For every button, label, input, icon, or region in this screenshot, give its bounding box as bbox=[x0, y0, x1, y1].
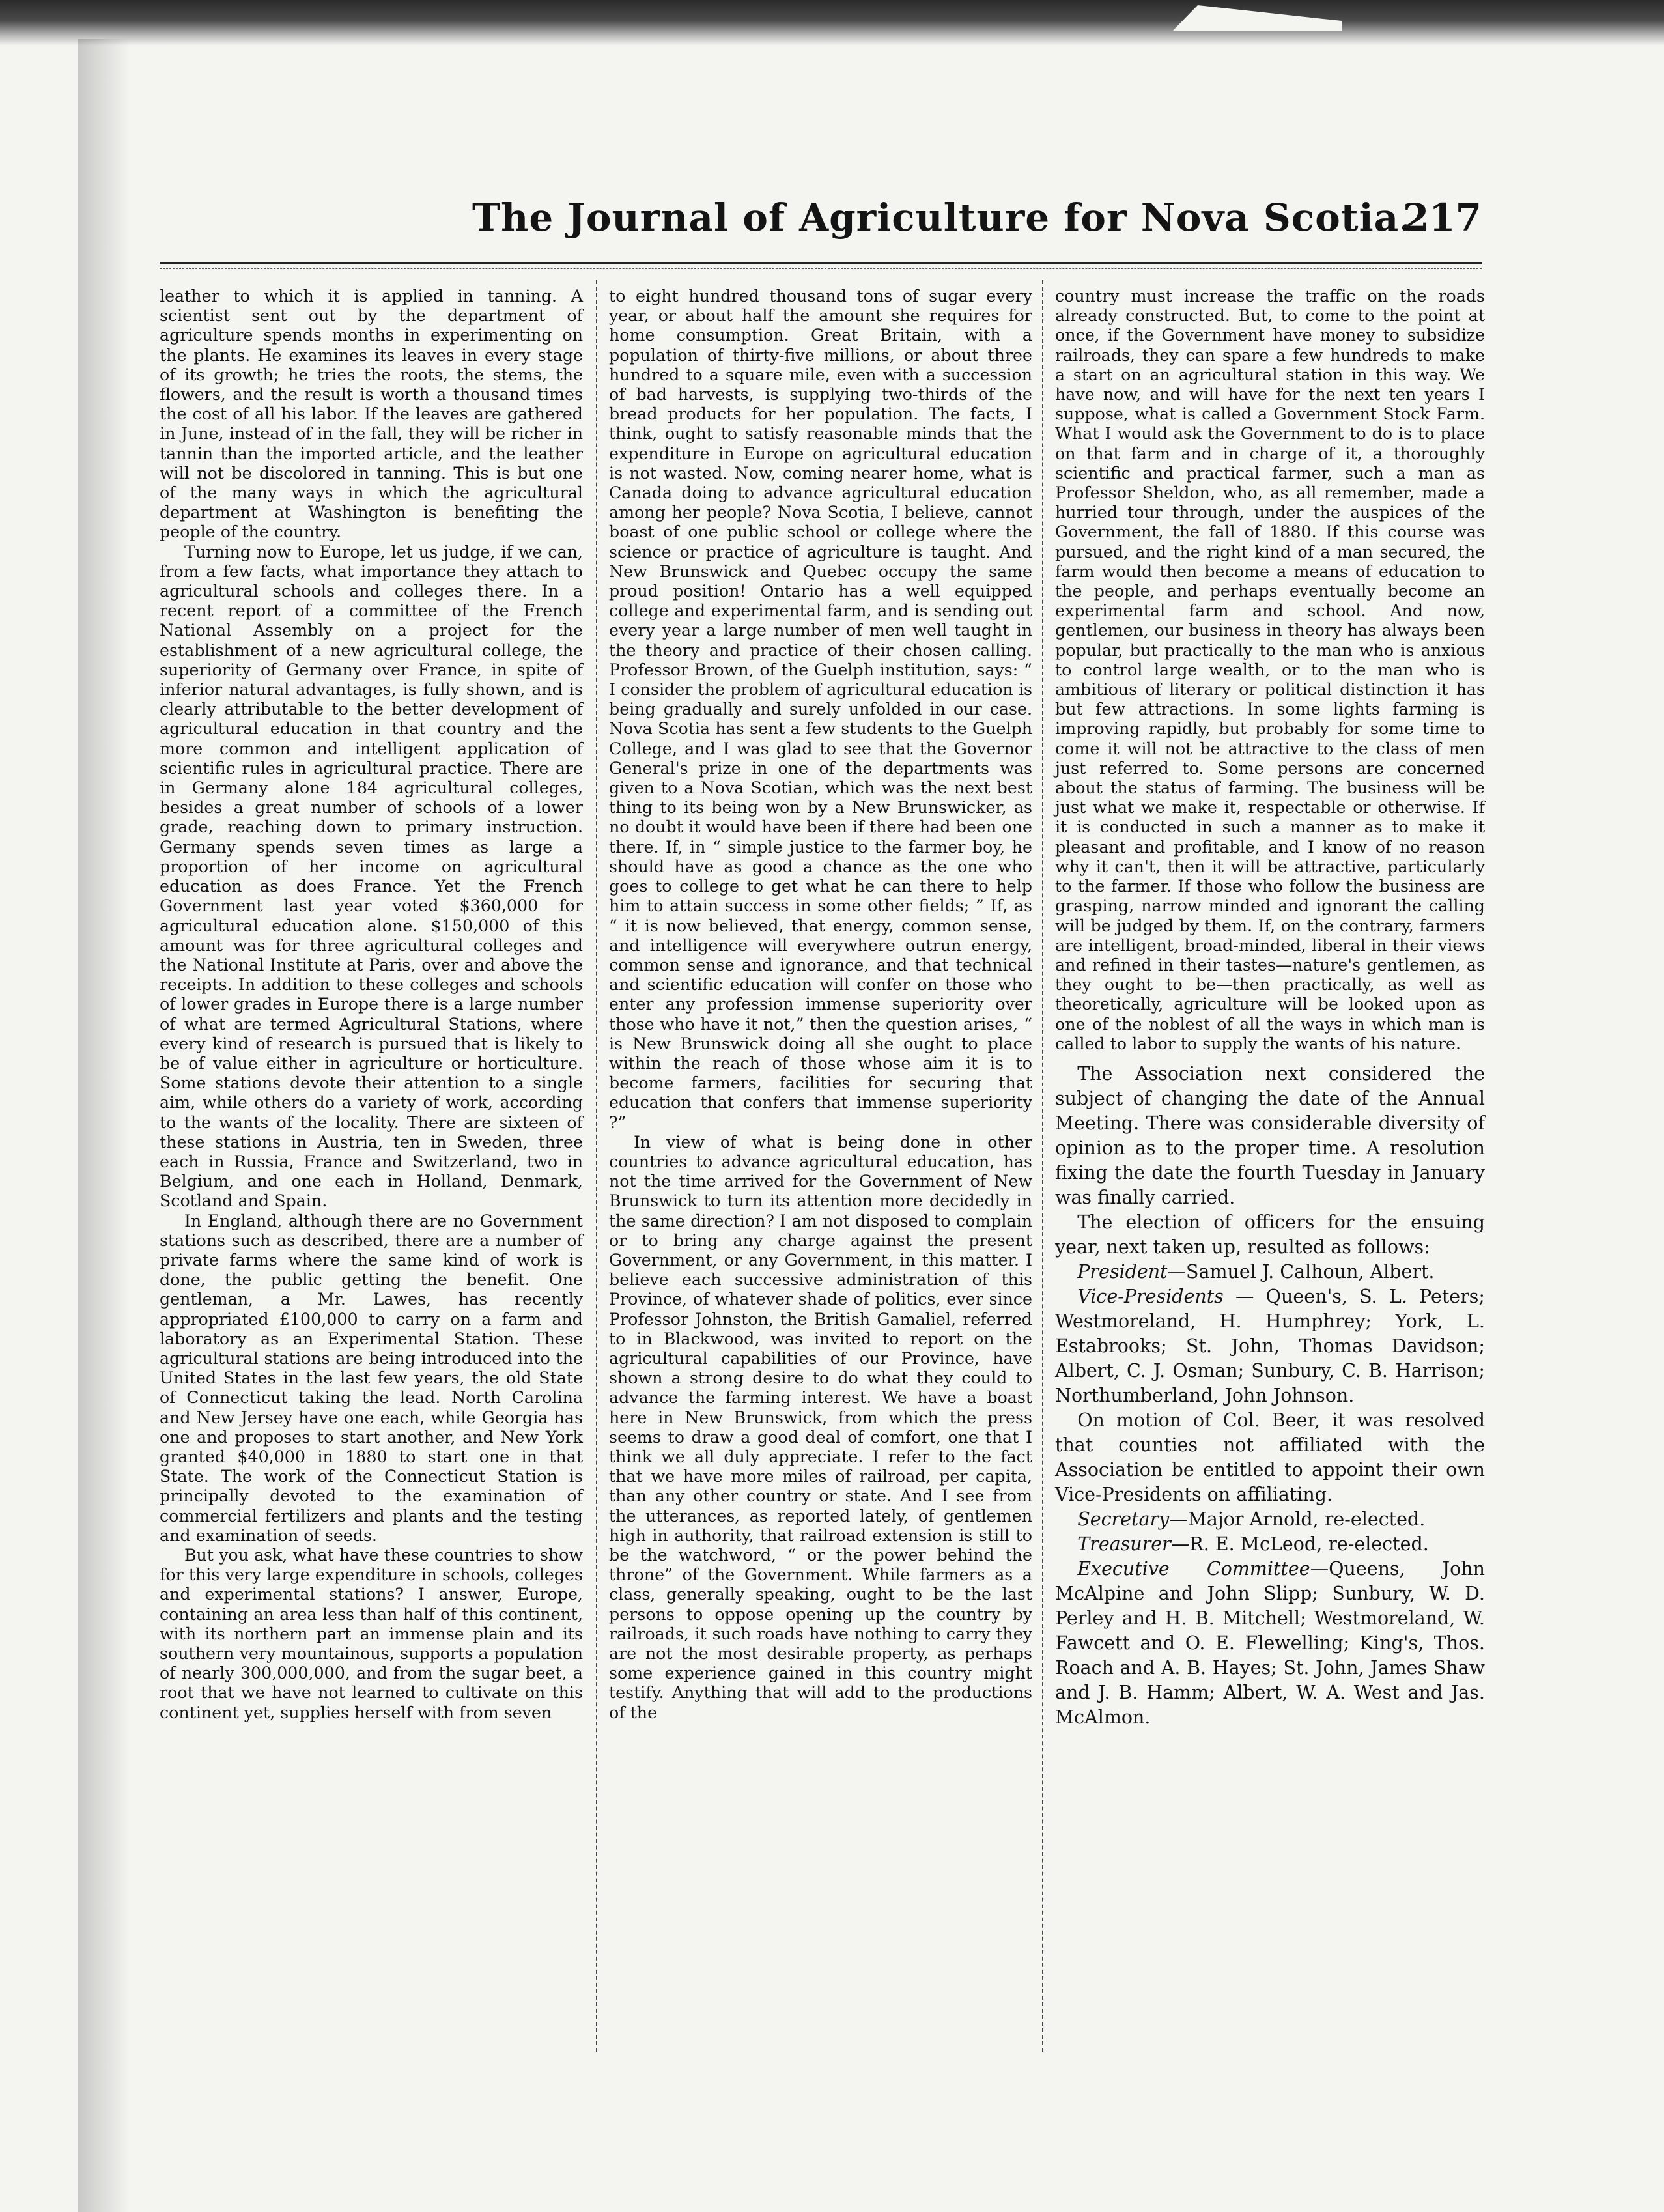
paragraph: to eight hundred thousand tons of sugar every year, or about half the amount she requires for home consumption. Great Britain, with a population of thirty-five millions, or about three hundred to a square mile, even with a succession of bad harvests, is supplying two-thirds of the bread products for her population. The facts, I think, ought to satisfy reasonable minds that the expenditure in Europe on agricultural education is not wasted. Now, coming nearer home, what is Canada doing to advance agricultural education among her people? Nova Scotia, I believe, cannot boast of one public school or college where the science or practice of agriculture is taught. And New Brunswick and Quebec occupy the same proud position! Ontario has a well equipped college and experimental farm, and is sending out every year a large number of men well taught in the theory and practice of their chosen calling. Professor Brown, of the Guelph institution, says: “ I consider the problem of agricultural education is being gradually and surely unfolded in our case. Nova Scotia has sent a few students to the Guelph College, and I was glad to see that the Governor General's prize in one of the departments was given to a Nova Scotian, which was the next best thing to its being won by a New Brunswicker, as no doubt it would have been if there had been one there. If, in “ simple justice to the farmer boy, he should have as good a chance as the one who goes to college to get what he can there to help him to attain success in some other fields; ” If, as “ it is now believed, that energy, common sense, and intelligence will everywhere outrun energy, common sense and ignorance, and that technical and scientific education will confer on those who enter any profession immense superiority over those who have it not,” then the question arises, “ is New Brunswick doing all she ought to place within the reach of those whose aim it is to become farmers, facilities for securing that education that confers that immense superiority ?” bbox=[609, 287, 1032, 1132]
officer-names: —Samuel J. Calhoun, Albert. bbox=[1167, 1260, 1435, 1283]
paragraph: country must increase the traffic on the roads already constructed. But, to come to the point at once, if the Government have money to subsidize railroads, they can spare a few hundreds to make a start on an agricultural station in this way. We have now, and will have for the next ten years I suppose, what is called a Government Stock Farm. What I would ask the Government to do is to place on that farm and in charge of it, a thoroughly scientific and practical farmer, such a man as Professor Sheldon, who, as all remember, made a hurried tour through, under the auspices of the Government, the fall of 1880. If this course was pursued, and the right kind of a man secured, the farm would then become a means of education to the people, and perhaps eventually become an experimental farm and school. And now, gentlemen, our business in theory has always been popular, but practically to the man who is anxious to control large wealth, or to the man who is ambitious of literary or political distinction it has but few attractions. In some lights farming is improving rapidly, but probably for some time to come it will not be attractive to the class of men just referred to. Some persons are concerned about the status of farming. The business will be just what we make it, respectable or otherwise. If it is conducted in such a manner as to make it pleasant and profitable, and I know of no reason why it can't, then it will be attractive, particularly to the farmer. If those who follow the business are grasping, narrow minded and ignorant the calling will be judged by them. If, on the contrary, farmers are intelligent, broad-minded, liberal in their views and refined in their tastes—nature's gentlemen, as they ought to be—then practically, as well as theoretically, agriculture will be looked upon as one of the noblest of all the ways in which man is called to labor to supply the wants of his nature. bbox=[1055, 287, 1485, 1053]
officer-names: — Queen's, S. L. Peters; Westmoreland, H. Humphrey; York, L. Estabrooks; St. John, Thomas Davidson; Albert, C. J. Osman; Sunbury, C. B. Harrison; Northumberland, John Johnson. bbox=[1055, 1285, 1485, 1406]
binding-shadow bbox=[78, 39, 130, 2212]
page-header bbox=[160, 195, 1482, 267]
officer-entry bbox=[1055, 1532, 1485, 1557]
paragraph: In England, although there are no Government stations such as described, there are a number of private farms where the same kind of work is done, the public getting the benefit. One gentleman, a Mr. Lawes, has recently appropriated £100,000 to carry on a farm and laboratory as an Experimental Station. These agricultural stations are being introduced into the United States in the last few years, the old State of Connecticut taking the lead. North Carolina and New Jersey have one each, while Georgia has one and proposes to start another, and New York granted $40,000 in 1880 to start one in that State. The work of the Connecticut Station is principally devoted to the examination of commercial fertilizers and plants and the testing and examination of seeds. bbox=[160, 1211, 583, 1545]
column-3 bbox=[1055, 287, 1485, 1730]
column-1 bbox=[160, 287, 583, 1723]
scan-top-edge bbox=[0, 0, 1664, 46]
officer-role: President bbox=[1077, 1260, 1168, 1283]
page-title: The Journal of Agriculture for Nova Scotia. bbox=[472, 195, 1413, 240]
motion-paragraph: On motion of Col. Beer, it was resolved that counties not affiliated with the Association be entitled to appoint their own Vice-Presidents on affiliating. bbox=[1055, 1409, 1485, 1505]
column-2 bbox=[609, 287, 1032, 1723]
officer-entry bbox=[1055, 1557, 1485, 1730]
page-number: 217 bbox=[1402, 195, 1482, 240]
officer-role: Executive Committee bbox=[1077, 1557, 1310, 1580]
officer-names: —R. E. McLeod, re-elected. bbox=[1170, 1533, 1429, 1555]
paragraph: But you ask, what have these countries to show for this very large expenditure in schools, colleges and experimental stations? I answer, Europe, containing an area less than half of this continent, with its northern part an immense plain and its southern very mountainous, supports a population of nearly 300,000,000, and from the sugar beet, a root that we have not learned to cultivate on this continent yet, supplies herself with from seven bbox=[160, 1546, 583, 1722]
officer-names: —Major Arnold, re-elected. bbox=[1169, 1508, 1426, 1530]
officer-entry bbox=[1055, 1284, 1485, 1408]
report-paragraph: The election of officers for the ensuing year, next taken up, resulted as follows: bbox=[1055, 1211, 1485, 1258]
column-divider bbox=[596, 280, 597, 2052]
header-rule bbox=[160, 262, 1482, 264]
officer-role: Vice-Presidents bbox=[1077, 1285, 1224, 1307]
paragraph: In view of what is being done in other countries to advance agricultural education, has not the time arrived for the Government of New Brunswick to turn its attention more decidedly in the same direction? I am not disposed to complain or to bring any charge against the present Government, or any Government, in this matter. I believe each successive administration of this Province, of whatever shade of politics, ever since Professor Johnston, the British Gamaliel, referred to in Blackwood, was invited to report on the agricultural capabilities of our Province, have shown a strong desire to do what they could to advance the farming interest. We have a boast here in New Brunswick, from which the press seems to draw a good deal of comfort, one that I think we all duly appreciate. I refer to the fact that we have more miles of railroad, per capita, than any other country or state. And I see from the utterances, as reported lately, of gentlemen high in authority, that railroad extension is still to be the watchword, “ or the power behind the throne” of the Government. While farmers as a class, generally speaking, ought to be the last persons to oppose opening up the country by railroads, it such roads have nothing to carry they are not the most desirable property, as perhaps some experience gained in this country might testify. Anything that will add to the productions of the bbox=[609, 1132, 1032, 1722]
officer-names: —Queens, John McAlpine and John Slipp; Sunbury, W. D. Perley and H. B. Mitchell; Westmoreland, W. Fawcett and O. E. Flewelling; King's, Thos. Roach and A. B. Hayes; St. John, James Shaw and J. B. Hamm; Albert, W. A. West and Jas. McAlmon. bbox=[1055, 1557, 1485, 1728]
officer-entry bbox=[1055, 1507, 1485, 1532]
paragraph: Turning now to Europe, let us judge, if we can, from a few facts, what importance they attach to agricultural schools and colleges there. In a recent report of a committee of the French National Assembly on a project for the establishment of a new agricultural college, the superiority of Germany over France, in spite of inferior natural advantages, is fully shown, and is clearly attributable to the better development of agricultural education in that country and the more common and intelligent application of scientific rules in agricultural practice. There are in Germany alone 184 agricultural colleges, besides a great number of schools of a lower grade, reaching down to primary instruction. Germany spends seven times as large a proportion of her income on agricultural education as does France. Yet the French Government last year voted $360,000 for agricultural education alone. $150,000 of this amount was for three agricultural colleges and the National Institute at Paris, over and above the receipts. In addition to these colleges and schools of lower grades in Europe there is a large number of what are termed Agricultural Stations, where every kind of research is pursued that is likely to be of value either in agriculture or horticulture. Some stations devote their attention to a single aim, while others do a variety of work, according to the wants of the locality. There are sixteen of these stations in Austria, ten in Sweden, three each in Russia, France and Switzerland, two in Belgium, and one each in Holland, Denmark, Scotland and Spain. bbox=[160, 542, 583, 1211]
report-paragraph: The Association next considered the subject of changing the date of the Annual Meeting. There was considerable diversity of opinion as to the proper time. A resolution fixing the date the fourth Tuesday in January was finally carried. bbox=[1055, 1062, 1485, 1208]
officer-role: Secretary bbox=[1077, 1508, 1170, 1530]
paragraph: leather to which it is applied in tanning. A scientist sent out by the department of agriculture spends months in experimenting on the plants. He examines its leaves in every stage of its growth; he tries the roots, the stems, the flowers, and the result is worth a thousand times the cost of all his labor. If the leaves are gathered in June, instead of in the fall, they will be richer in tannin than the imported article, and the leather will not be discolored in tanning. This is but one of the many ways in which the agricultural department at Washington is benefiting the people of the country. bbox=[160, 287, 583, 542]
column-divider bbox=[1042, 280, 1043, 2052]
officer-role: Treasurer bbox=[1077, 1533, 1171, 1555]
scan-tear bbox=[1172, 5, 1342, 31]
header-rule-dashed bbox=[160, 268, 1482, 269]
officer-entry bbox=[1055, 1260, 1485, 1284]
